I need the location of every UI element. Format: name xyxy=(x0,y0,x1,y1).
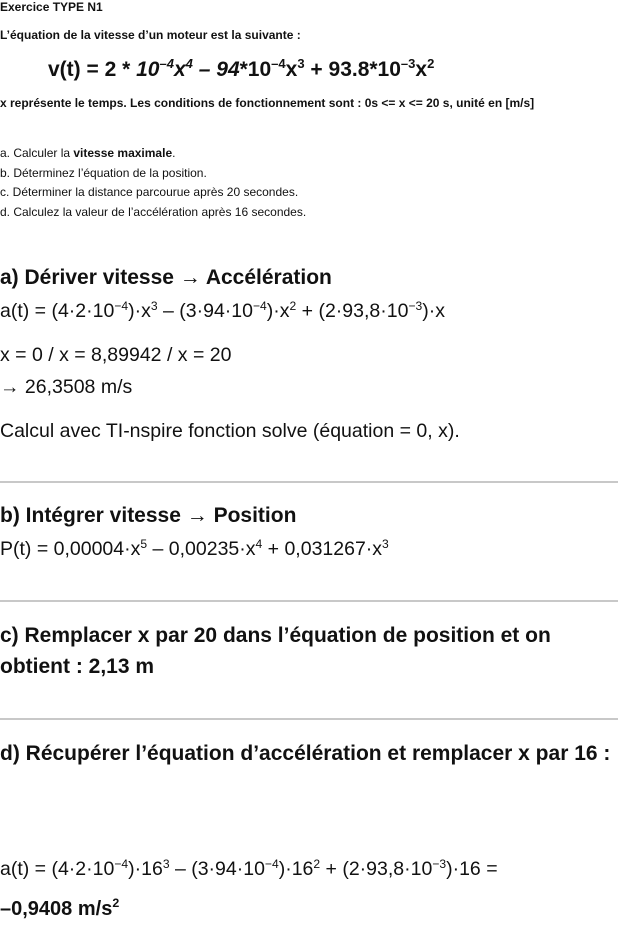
answer-a-result: → 26,3508 m/s xyxy=(0,376,133,398)
exercise-intro: L’équation de la vitesse d’un moteur est la suivante : xyxy=(0,28,301,42)
separator xyxy=(0,600,618,602)
question-a: a. Calculer la vitesse maximale. xyxy=(0,146,176,160)
answer-a-note: Calcul avec TI-nspire fonction solve (équation = 0, x). xyxy=(0,420,460,442)
velocity-equation: $v(t) = 2 * 10^{-4}x^4 - 94*10^{-4}x^3 + 93.8*10^{-3}x^2$ xyxy=(48,55,435,81)
question-b: b. Déterminez l’équation de la position. xyxy=(0,166,207,180)
exercise-title: Exercice TYPE N1 xyxy=(0,0,103,14)
answer-d-equation: $a(t) = (4\cdot 2\cdot 10^{-4})\cdot 16^3 - (3\cdot 94\cdot 10^{-4})\cdot 16^2 + (2\cdot 93,8\cdot 10^{-3})\cdot 16$ = xyxy=(0,856,498,880)
answer-c-text: c) Remplacer x par 20 dans l’équation de position et on obtient : 2,13 m xyxy=(0,624,551,678)
conditions-text: x représente le temps. Les conditions de fonctionnement sont : 0s <= x <= 20 s, unité en [m/s] xyxy=(0,96,535,110)
question-c: c. Déterminer la distance parcourue après 20 secondes. xyxy=(0,185,299,199)
answer-a-roots: x = 0 / x = 8,89942 / x = 20 xyxy=(0,344,232,366)
answer-d-result: –0,9408 $m/s^2$ xyxy=(0,896,120,920)
answer-a-heading: a) Dériver vitesse → Accélération xyxy=(0,266,332,289)
answer-d-text: d) Récupérer l’équation d’accélération et remplacer x par 16 : xyxy=(0,742,611,765)
answer-a-equation: $a(t) = (4\cdot 2\cdot 10^{-4})\cdot x^3 - (3\cdot 94\cdot 10^{-4})\cdot x^2 + (2\cdot 93,8\cdot 10^{-3})\cdot x$ xyxy=(0,298,445,322)
answer-b-equation: $P(t) = 0,00004\cdot x^5 - 0,00235\cdot x^4 + 0,031267\cdot x^3$ xyxy=(0,536,389,560)
answer-b-heading: b) Intégrer vitesse → Position xyxy=(0,504,297,527)
separator xyxy=(0,718,618,720)
question-d: d. Calculez la valeur de l’accélération après 16 secondes. xyxy=(0,205,307,219)
separator xyxy=(0,481,618,483)
